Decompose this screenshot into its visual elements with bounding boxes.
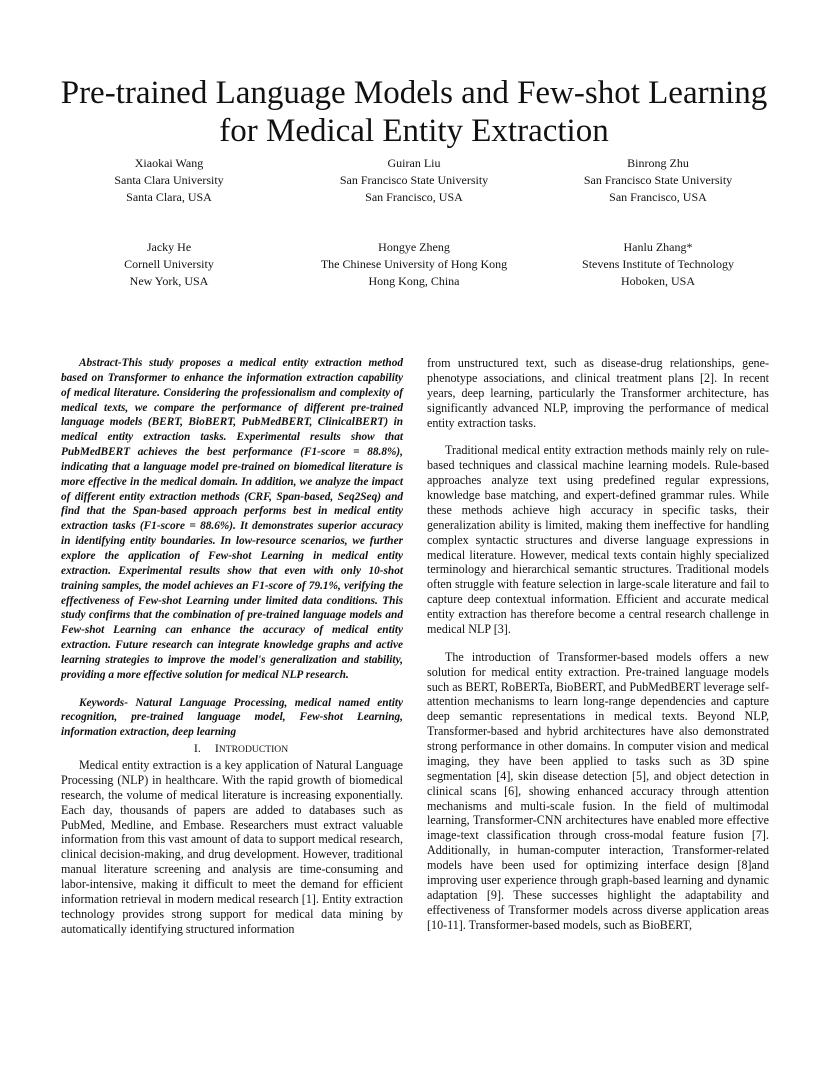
- author-affiliation: Cornell University: [124, 257, 214, 271]
- author-name: Xiaokai Wang: [134, 156, 204, 170]
- left-column: [61, 356, 403, 937]
- author-block-2: [299, 155, 529, 206]
- author-block-5: [299, 239, 529, 290]
- keywords: Keywords- Natural Language Processing, medical named entity recognition, pre-trained language model, Few-shot Learning, information extraction, deep learning: [61, 696, 403, 739]
- section-title-initial: I: [214, 741, 219, 756]
- author-block-4: [54, 239, 284, 290]
- paper-title-line-1: Pre-trained Language Models and Few-shot Learning: [60, 75, 768, 111]
- intro-paragraph-3: The introduction of Transformer-based models offers a new solution for medical entity extraction. Pre-trained language models such as BERT, RoBERTa, BioBERT, and PubMedBERT leverage self-attention mechanisms to learn long-range dependencies and capture deep semantic representations in medical texts. Beyond NLP, Transformer-based and hybrid architectures have also demonstrated strong performance in other domains. In computer vision and medical imaging, they have been applied to tasks such as 3D spine segmentation [4], skin disease detection [5], and object detection in clinical scans [6], showing enhanced accuracy through attention mechanisms and multi-scale fusion. In the field of multimodal learning, Transformer-CNN architectures have enabled more effective image-text classification through cross-modal feature fusion [7]. Additionally, in human-computer interaction, Transformer-related models have been used for optimizing interface design [8]and improving user experience through graph-based learning and dynamic adaptation [9]. These successes highlight the adaptability and effectiveness of Transformer models across diverse application areas [10-11]. Transformer-based models, such as BioBERT,: [427, 649, 769, 932]
- author-affiliation: The Chinese University of Hong Kong: [320, 257, 508, 271]
- paper-title: [40, 74, 788, 150]
- author-name: Hongye Zheng: [378, 240, 450, 254]
- section-title-rest: NTRODUCTION: [218, 744, 289, 756]
- author-name: Guiran Liu: [387, 156, 441, 170]
- author-block-1: [54, 155, 284, 206]
- intro-paragraph-1-continued: from unstructured text, such as disease-drug relationships, gene-phenotype associations, and clinical treatment plans [2]. In recent years, deep learning, particularly the Transformer architecture, has significantly advanced NLP, improving the performance of medical entity extraction tasks.: [427, 356, 769, 430]
- author-affiliation: Stevens Institute of Technology: [582, 257, 734, 271]
- author-block-3: [543, 155, 773, 206]
- author-affiliation: San Francisco State University: [583, 173, 733, 187]
- author-location: Hoboken, USA: [621, 274, 695, 288]
- abstract: Abstract-This study proposes a medical entity extraction method based on Transformer to enhance the information extraction capability of medical literature. Considering the professionalism and complexity of medical texts, we compare the performance of different pre-trained language models (BERT, BioBERT, PubMedBERT, ClinicalBERT) in medical entity extraction tasks. Experimental results show that PubMedBERT achieves the best performance (F1-score = 88.8%), indicating that a language model pre-trained on biomedical literature is more effective in the medical domain. In addition, we analyze the impact of different entity extraction methods (CRF, Span-based, Seq2Seq) and find that the Span-based approach performs best in medical entity extraction tasks (F1-score = 88.6%). It demonstrates superior accuracy in identifying entity boundaries. In low-resource scenarios, we further explore the application of Few-shot Learning in medical entity extraction. Experimental results show that even with only 10-shot training samples, the model achieves an F1-score of 79.1%, verifying the effectiveness of Few-shot Learning under limited data conditions. This study confirms that the combination of pre-trained language models and Few-shot Learning can enhance the accuracy of medical entity extraction. Future research can integrate knowledge graphs and active learning strategies to improve the model's generalization and stability, providing a more effective solution for medical NLP research.: [61, 357, 403, 681]
- author-location: San Francisco, USA: [365, 190, 463, 204]
- intro-paragraph-1: Medical entity extraction is a key application of Natural Language Processing (NLP) in healthcare. With the rapid growth of biomedical research, the volume of medical literature is increasing exponentially. Each day, thousands of papers are added to databases such as PubMed, Medline, and Embase. Researchers must extract valuable information from this vast amount of data to support medical research, clinical decision-making, and drug development. However, traditional manual literature screening and analysis are time-consuming and labor-intensive, making it difficult to meet the demand for efficient information retrieval in modern medical research [1]. Entity extraction technology provides strong support for medical data mining by automatically identifying structured information: [61, 758, 403, 936]
- right-column: [427, 356, 769, 932]
- author-location: San Francisco, USA: [609, 190, 707, 204]
- paper-title-line-2: for Medical Entity Extraction: [219, 113, 609, 149]
- section-number: I.: [193, 741, 201, 756]
- author-location: New York, USA: [129, 274, 209, 288]
- author-block-6: [543, 239, 773, 290]
- author-name: Jacky He: [146, 240, 192, 254]
- section-heading-introduction: [61, 740, 403, 758]
- author-affiliation: Santa Clara University: [114, 173, 224, 187]
- intro-paragraph-2: Traditional medical entity extraction methods mainly rely on rule-based techniques and classical machine learning models. Rule-based approaches analyze text using predefined regular expressions, knowledge base matching, and expert-defined grammar rules. While these methods achieve high accuracy in specific tasks, their generalization ability is limited, making them ineffective for handling complex syntactic structures and diverse language expressions in medical literature. However, medical texts contain highly specialized terminology and hierarchical semantic structures. Traditional models often struggle with feature selection in large-scale literature and fail to capture deep contextual information. Efficient and accurate medical entity extraction has therefore become a central research challenge in medical NLP [3].: [427, 443, 769, 636]
- author-affiliation: San Francisco State University: [339, 173, 489, 187]
- author-name: Hanlu Zhang*: [623, 240, 693, 254]
- author-location: Hong Kong, China: [368, 274, 460, 288]
- author-name: Binrong Zhu: [627, 156, 689, 170]
- author-location: Santa Clara, USA: [126, 190, 212, 204]
